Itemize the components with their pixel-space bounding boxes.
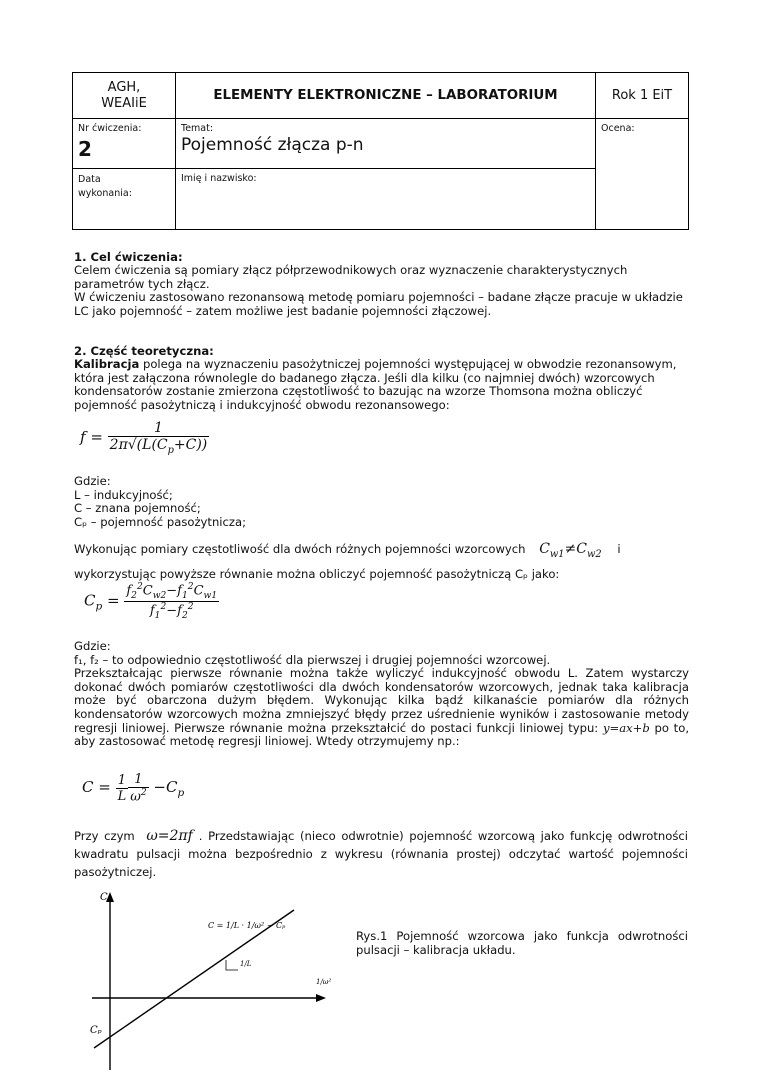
topic: Pojemność złącza p-n (181, 135, 364, 155)
formula-linear: C = $\frac{1}{L}$ $\frac{1}{\omega^2}$ $-C_p$ (82, 772, 185, 805)
institution-cell (73, 73, 176, 119)
axis-x-label: 1/ω² (316, 978, 332, 986)
header-table (72, 72, 689, 230)
year: Rok 1 EiT (611, 88, 673, 103)
x-axis-arrow (316, 994, 326, 1002)
topic-label: Temat: (181, 123, 214, 134)
course-title: ELEMENTY ELEKTRONICZNE – LABORATORIUM (213, 88, 558, 103)
year-cell (596, 73, 689, 119)
linear-form: y=ax+b (602, 720, 650, 735)
after-omega: . Przedstawiając (nieco odwrotnie) pojemność wzorcową jako funkcję odwrotności kwadratu pulsacji można bezpośrednio z wykresu (równania prostej) odczytać wartość pojemności pasożytniczej. (74, 829, 688, 879)
name-label: Imię i nazwisko: (181, 173, 257, 184)
using-text: wykorzystując powyższe równanie można obliczyć pojemność pasożytniczą Cₚ jako: (74, 567, 560, 581)
section-1 (74, 250, 688, 318)
calibration-graph (80, 888, 340, 1073)
measure-i: i (617, 542, 621, 556)
section-1-p1: Celem ćwiczenia są pomiary złącz półprzewodnikowych oraz wyznaczenie charakterystycznych parametrów tych złącz. (74, 263, 628, 291)
gdzie-2: Gdzie: (74, 639, 111, 653)
institution: AGH, WEAIiE (101, 79, 147, 111)
date-cell (73, 169, 176, 230)
formula-cw-neq: $C_{w1}\ne C_{w2}$ (539, 541, 602, 560)
transform-paragraph (74, 667, 689, 749)
def-C: C – znana pojemność; (74, 501, 201, 516)
definitions-2 (74, 640, 689, 749)
calibration-text: polega na wyznaczeniu pasożytniczej pojemności występującej w obwodzie rezonansowym, która jest załączona równolegle do badanego złącza. Jeśli dla kilku (co najmniej dwóch) wzorcowych kondensatorów zostanie zmierzona częstotliwość to bazując na wzorze Thomsona można obliczyć pojemność pasożytniczą i indukcyjność obwodu rezonansowego: (74, 357, 677, 412)
axis-cp-label: Cₚ (90, 1025, 102, 1036)
przy-czym: Przy czym (74, 829, 135, 843)
def-Cp: Cₚ – pojemność pasożytnicza; (74, 514, 246, 529)
line-label: C = 1/L · 1/ω² − Cₚ (208, 921, 286, 930)
section-1-title: 1. Cel ćwiczenia: (74, 250, 183, 264)
slope-triangle (226, 960, 238, 970)
transform-text: Przekształcając pierwsze równanie można także wyliczyć indukcyjność obwodu L. Zatem wystarczy dokonać dwóch pomiarów częstotliwości dla dwóch kondensatorów wzorcowych, jednak taka kalibracja może być obarczona dużym błędem. Wykonując kilka bądź kilkanaście pomiarów dla różnych kondensatorów wzorcowych można zmniejszyć błędy przez uśrednienie wyników i zastosowanie metody regresji liniowej. Pierwsze równanie można przekształcić do postaci funkcji liniowej typu: (74, 666, 689, 735)
omega-formula: ω=2πf (146, 828, 193, 844)
transform-text-2: po to, aby zastosować metodę regresji liniowej. Wtedy otrzymujemy np.: (74, 720, 689, 749)
exercise-no-cell (73, 119, 176, 169)
date-label: Data wykonania: (78, 174, 132, 199)
slope-label: 1/L (240, 960, 252, 968)
section-1-p2: W ćwiczeniu zastosowano rezonansową metodę pomiaru pojemności – badane złącze pracuje w układzie LC jako pojemność – zatem możliwe jest badanie pojemności złączowej. (74, 290, 683, 318)
axis-y-label: C (100, 892, 108, 903)
regression-line (94, 910, 294, 1048)
calibration-bold: Kalibracja (74, 357, 140, 371)
def-L: L – indukcyjność; (74, 487, 173, 502)
omega-paragraph (74, 827, 688, 881)
topic-cell (176, 119, 596, 169)
grade-label: Ocena: (601, 123, 635, 134)
calibration-paragraph (74, 358, 688, 412)
exercise-no: 2 (78, 137, 92, 161)
exercise-no-label: Nr ćwiczenia: (78, 123, 142, 134)
formula-thomson: f = $\frac{1}{2\pi√(L(C_p+C))}$ (80, 420, 208, 456)
definitions-1 (74, 475, 674, 529)
measure-text: Wykonując pomiary częstotliwość dla dwóch różnych pojemności wzorcowych (74, 542, 526, 556)
section-2-title: 2. Część teoretyczna: (74, 344, 214, 358)
measure-line (74, 543, 689, 561)
figure-caption: Rys.1 Pojemność wzorcowa jako funkcja odwrotności pulsacji – kalibracja układu. (356, 929, 688, 957)
grade-cell (596, 119, 689, 230)
section-2 (74, 344, 688, 412)
formula-cp: $C_p$ = $\frac{f_2^2C_{w2}-f_1^2C_{w1}}{f_1^2-f_2^2}$ (84, 582, 218, 621)
course-cell (176, 73, 596, 119)
name-cell (176, 169, 596, 230)
def-f: f₁, f₂ – to odpowiednio częstotliwość dla pierwszej i drugiej pojemności wzorcowej. (74, 652, 551, 667)
gdzie-1: Gdzie: (74, 474, 111, 488)
